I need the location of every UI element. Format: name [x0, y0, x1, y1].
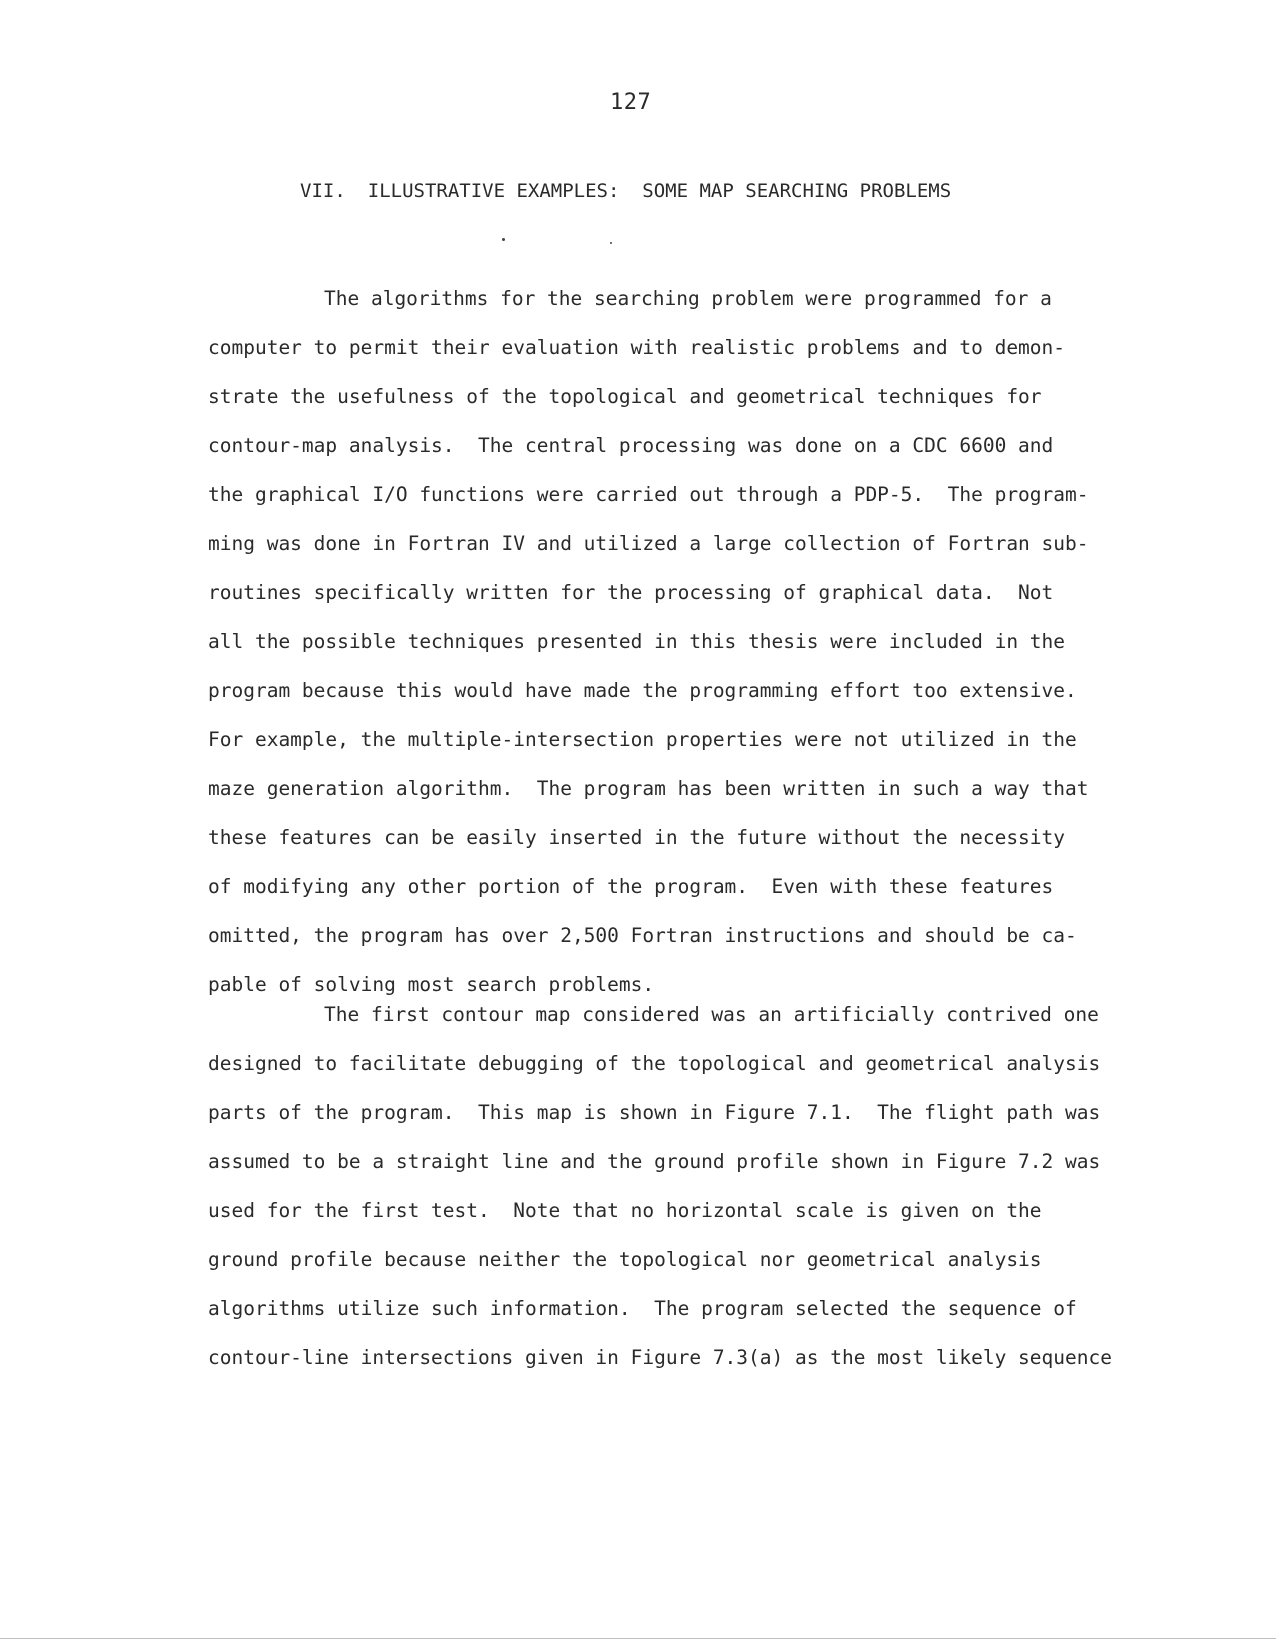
text-line: the graphical I/O functions were carried out through a PDP-5. The program- — [208, 483, 1089, 506]
text-line: ming was done in Fortran IV and utilized a large collection of Fortran sub- — [208, 532, 1089, 555]
text-line: designed to facilitate debugging of the topological and geometrical analysis — [208, 1052, 1101, 1075]
text-line: program because this would have made the programming effort too extensive. — [208, 679, 1077, 702]
scan-speck — [610, 242, 612, 244]
section-numeral: VII. — [300, 180, 346, 202]
text-line: omitted, the program has over 2,500 Fortran instructions and should be ca- — [208, 924, 1077, 947]
text-line: contour-line intersections given in Figure 7.3(a) as the most likely sequence — [208, 1346, 1112, 1369]
text-line: routines specifically written for the processing of graphical data. Not — [208, 581, 1054, 604]
text-line: these features can be easily inserted in the future without the necessity — [208, 826, 1066, 849]
text-line: maze generation algorithm. The program has been written in such a way that — [208, 777, 1089, 800]
text-line: ground profile because neither the topological nor geometrical analysis — [208, 1248, 1042, 1271]
scan-speck — [502, 238, 505, 241]
text-line: all the possible techniques presented in this thesis were included in the — [208, 630, 1066, 653]
text-line: pable of solving most search problems. — [208, 973, 655, 996]
section-heading — [300, 180, 951, 202]
text-line: strate the usefulness of the topological and geometrical techniques for — [208, 385, 1042, 408]
text-line: algorithms utilize such information. The program selected the sequence of — [208, 1297, 1077, 1320]
text-line: The algorithms for the searching problem were programmed for a — [324, 287, 1052, 310]
section-title: ILLUSTRATIVE EXAMPLES: SOME MAP SEARCHING PROBLEMS — [367, 180, 952, 202]
text-line: The first contour map considered was an artificially contrived one — [324, 1003, 1099, 1026]
scan-edge-line — [0, 1638, 1276, 1639]
text-line: used for the first test. Note that no horizontal scale is given on the — [208, 1199, 1042, 1222]
text-line: For example, the multiple-intersection properties were not utilized in the — [208, 728, 1077, 751]
text-line: computer to permit their evaluation with realistic problems and to demon- — [208, 336, 1066, 359]
page-number: 127 — [610, 90, 652, 115]
text-line: of modifying any other portion of the program. Even with these features — [208, 875, 1054, 898]
text-line: contour-map analysis. The central processing was done on a CDC 6600 and — [208, 434, 1054, 457]
text-line: parts of the program. This map is shown in Figure 7.1. The flight path was — [208, 1101, 1101, 1124]
text-line: assumed to be a straight line and the ground profile shown in Figure 7.2 was — [208, 1150, 1101, 1173]
paragraph-2 — [208, 990, 1148, 1382]
paragraph-1 — [208, 274, 1148, 1009]
